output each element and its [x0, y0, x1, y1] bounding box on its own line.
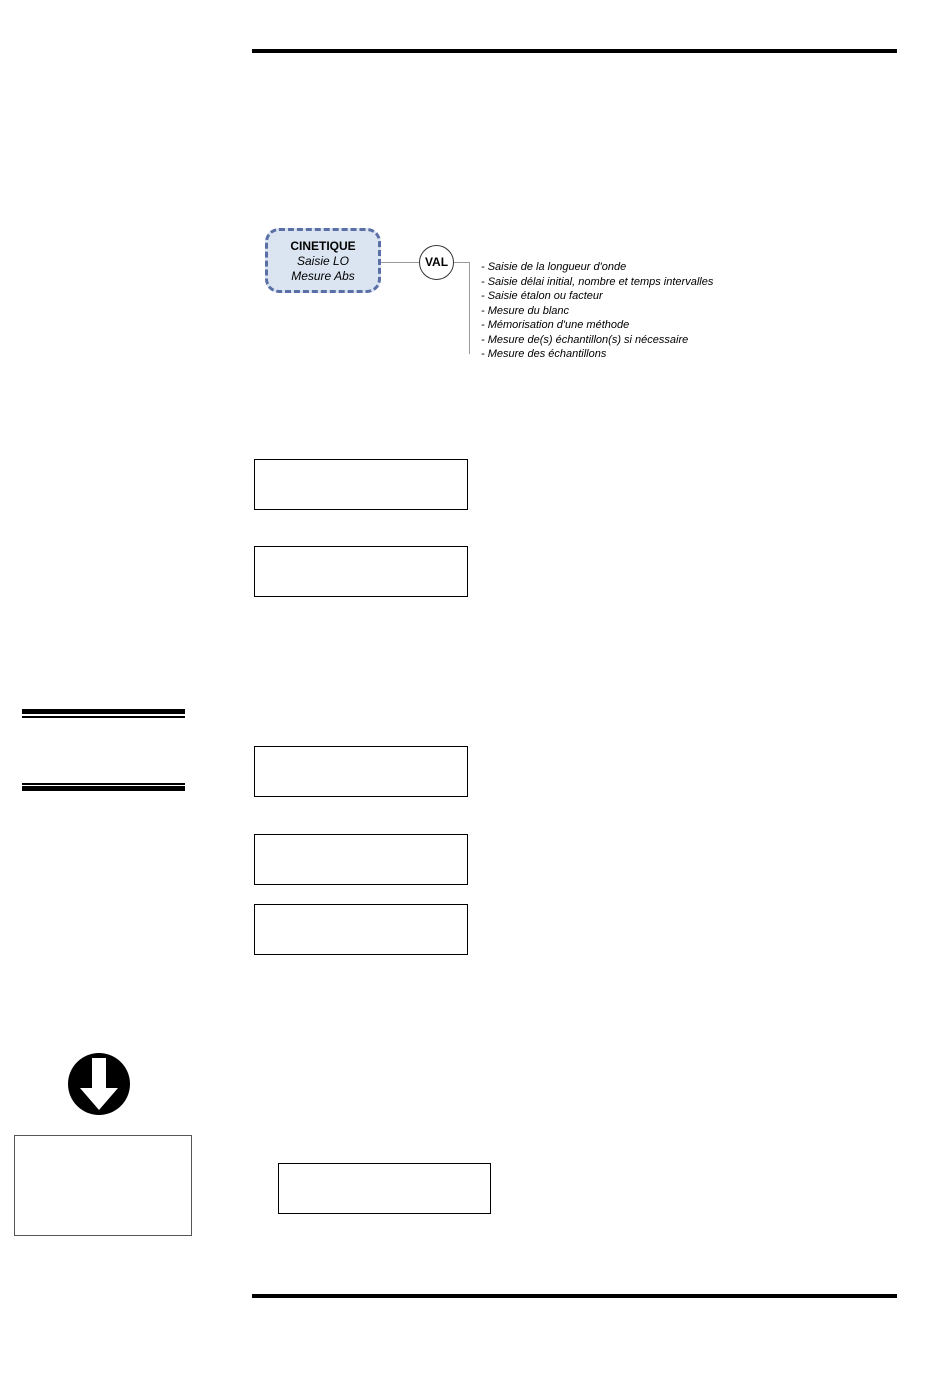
step-item: - Saisie étalon ou facteur: [481, 290, 603, 302]
key-to-list-line: [454, 262, 469, 263]
down-arrow-icon: [67, 1052, 131, 1116]
step-item: - Mesure du blanc: [481, 304, 570, 317]
display-frame-2: [254, 546, 468, 597]
header-rule: [252, 49, 897, 53]
display-frame-1: [254, 459, 468, 510]
mode-to-key-line: [381, 262, 419, 263]
display-frame-4: [254, 834, 468, 885]
step-list: [481, 260, 713, 362]
margin-note-box: [14, 1135, 192, 1236]
margin-rule-lower: [22, 783, 185, 792]
step-item: - Mémorisation d'une méthode: [481, 319, 630, 331]
step-item: - Mesure des échantillons: [481, 348, 607, 360]
display-frame-5: [254, 904, 468, 955]
mode-title: CINETIQUE: [290, 239, 356, 253]
mode-line-2: Mesure Abs: [291, 269, 355, 283]
bracket-line: [469, 262, 470, 354]
step-item: - Saisie délai initial, nombre et temps intervalles: [481, 275, 714, 288]
margin-rule-upper: [22, 709, 185, 718]
footer-rule: [252, 1294, 897, 1298]
display-frame-3: [254, 746, 468, 797]
mode-line-1: Saisie LO: [296, 254, 350, 268]
val-key: VAL: [419, 245, 454, 280]
step-item: - Mesure de(s) échantillon(s) si nécessaire: [481, 333, 689, 346]
step-item: - Saisie de la longueur d'onde: [481, 261, 627, 273]
kinetic-mode-box: [265, 228, 381, 293]
display-frame-6: [278, 1163, 491, 1214]
